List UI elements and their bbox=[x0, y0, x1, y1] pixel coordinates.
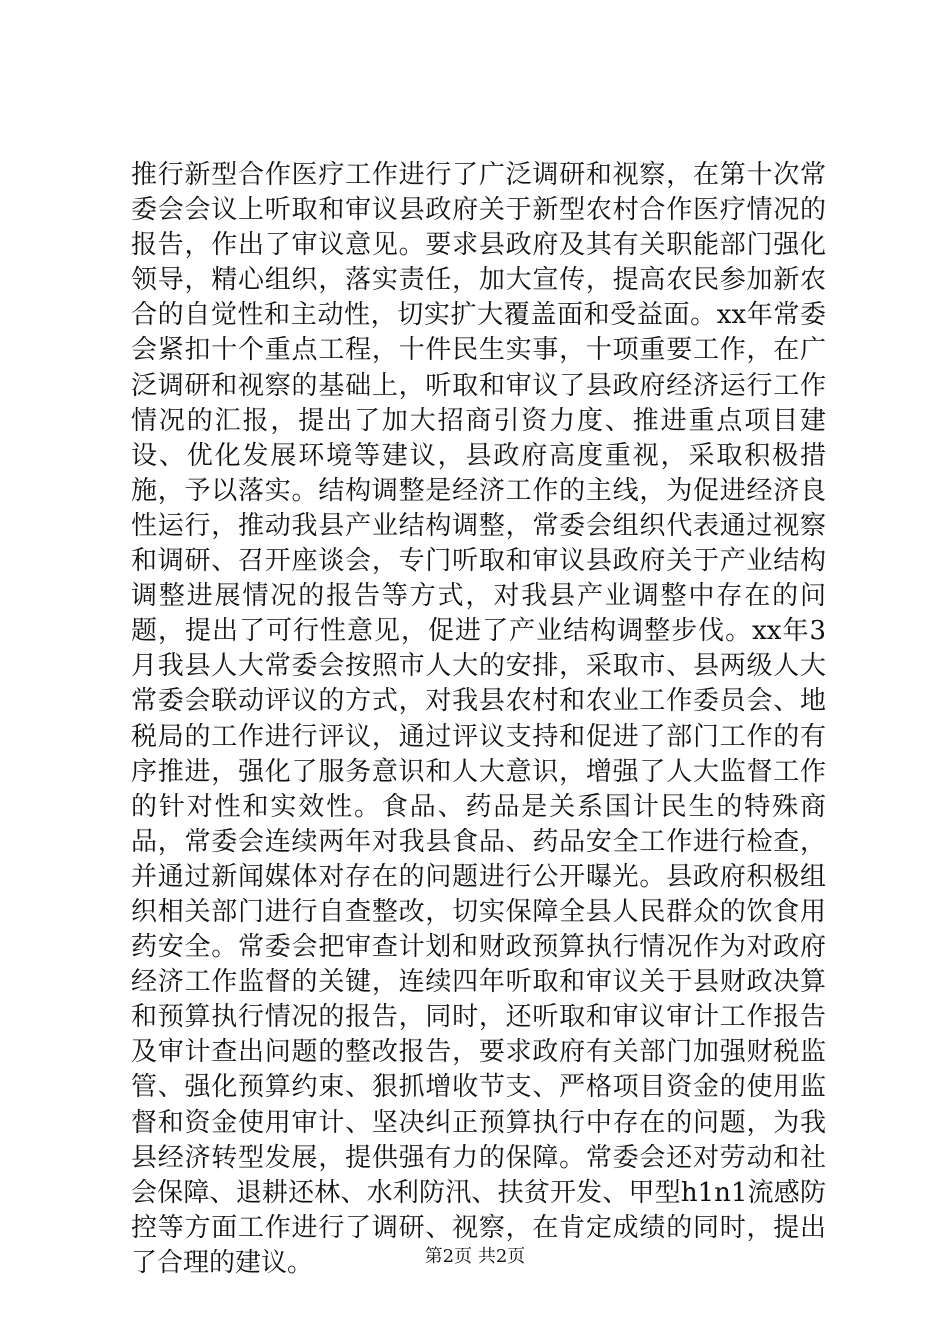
body-paragraph: 推行新型合作医疗工作进行了广泛调研和视察，在第十次常委会会议上听取和审议县政府关于新型农村合作医疗情况的报告，作出了审议意见。要求县政府及其有关职能部门强化领导，精心组织，落实责任，加大宣传，提高农民参加新农合的自觉性和主动性，切实扩大覆盖面和受益面。xx年常委会紧扣十个重点工程，十件民生实事，十项重要工作，在广泛调研和视察的基础上，听取和审议了县政府经济运行工作情况的汇报，提出了加大招商引资力度、推进重点项目建设、优化发展环境等建议，县政府高度重视，采取积极措施，予以落实。结构调整是经济工作的主线，为促进经济良性运行，推动我县产业结构调整，常委会组织代表通过视察和调研、召开座谈会，专门听取和审议县政府关于产业结构调整进展情况的报告等方式，对我县产业调整中存在的问题，提出了可行性意见，促进了产业结构调整步伐。xx年3月我县人大常委会按照市人大的安排，采取市、县两级人大常委会联动评议的方式，对我县农村和农业工作委员会、地税局的工作进行评议，通过评议支持和促进了部门工作的有序推进，强化了服务意识和人大意识，增强了人大监督工作的针对性和实效性。食品、药品是关系国计民生的特殊商品，常委会连续两年对我县食品、药品安全工作进行检查，并通过新闻媒体对存在的问题进行公开曝光。县政府积极组织相关部门进行自查整改，切实保障全县人民群众的饮食用药安全。常委会把审查计划和财政预算执行情况作为对政府经济工作监督的关键，连续四年听取和审议关于县财政决算和预算执行情况的报告，同时，还听取和审议审计工作报告及审计查出问题的整改报告，要求政府有关部门加强财税监管、强化预算约束、狠抓增收节支、严格项目资金的使用监督和资金使用审计、坚决纠正预算执行中存在的问题，为我县经济转型发展，提供强有力的保障。常委会还对劳动和社会保障、退耕还林、水利防汛、扶贫开发、甲型h1n1流感防控等方面工作进行了调研、视察，在肯定成绩的同时，提出了合理的建议。 bbox=[131, 160, 826, 1278]
page-number-footer: 第2页 共2页 bbox=[424, 1246, 526, 1267]
